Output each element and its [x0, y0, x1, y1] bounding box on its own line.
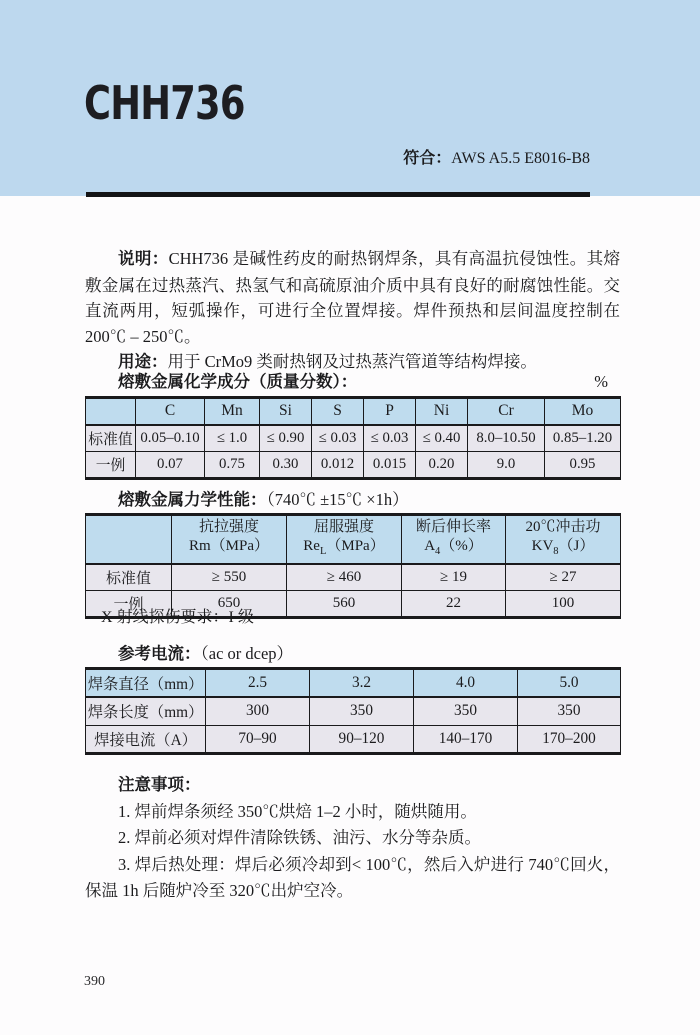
table-cell: 8.0–10.50 [468, 425, 545, 452]
table-cell: 5.0 [518, 669, 621, 698]
current-section-title [85, 644, 620, 664]
table-cell: 0.012 [312, 451, 364, 478]
page-number: 390 [84, 974, 105, 989]
row-label: 焊条直径（mm） [86, 669, 206, 698]
header-divider [86, 192, 590, 197]
column-header: Ni [416, 398, 468, 425]
table-cell: 22 [402, 591, 506, 618]
table-cell: 0.015 [364, 451, 416, 478]
column-header: C [136, 398, 205, 425]
note-item: 2. 焊前必须对焊件清除铁锈、油污、水分等杂质。 [118, 828, 481, 847]
table-cell: ≥ 27 [506, 564, 621, 591]
table-cell: 140–170 [414, 725, 518, 753]
table-cell: 3.2 [310, 669, 414, 698]
table-corner-cell [86, 515, 172, 565]
column-header: Mo [545, 398, 621, 425]
table-cell: ≤ 0.03 [364, 425, 416, 452]
row-label: 标准值 [86, 564, 172, 591]
description-paragraph [85, 246, 620, 349]
page-header-band [0, 0, 700, 196]
current-title-text: 参考电流： [118, 645, 201, 663]
reference-current-table [85, 667, 621, 755]
column-header: P [364, 398, 416, 425]
table-header-row [86, 515, 621, 565]
chemical-unit: % [594, 372, 608, 391]
column-header: Mn [205, 398, 260, 425]
table-cell: 4.0 [414, 669, 518, 698]
row-label: 一例 [86, 591, 172, 618]
column-header: 抗拉强度 Rm（MPa） [172, 515, 287, 565]
table-cell: 350 [518, 697, 621, 725]
mechanical-condition: （740℃ ±15℃ ×1h） [266, 490, 409, 509]
table-cell: ≥ 460 [287, 564, 402, 591]
table-cell: 0.20 [416, 451, 468, 478]
table-cell: 0.75 [205, 451, 260, 478]
chemical-composition-table [85, 396, 621, 480]
row-label: 焊接电流（A） [86, 725, 206, 753]
notes-section [85, 772, 620, 905]
chemical-title-text: 熔敷金属化学成分（质量分数）： [118, 373, 358, 391]
table-cell: 650 [172, 591, 287, 618]
table-cell: ≥ 550 [172, 564, 287, 591]
column-header: S [312, 398, 364, 425]
table-cell: ≥ 19 [402, 564, 506, 591]
table-cell: 170–200 [518, 725, 621, 753]
table-cell: ≤ 0.40 [416, 425, 468, 452]
table-cell: 350 [310, 697, 414, 725]
table-cell: 350 [414, 697, 518, 725]
column-header: 屈服强度 $Re_L(MPa)$ [287, 515, 402, 565]
usage-label: 用途： [118, 353, 168, 371]
column-header: Cr [468, 398, 545, 425]
table-header-row [86, 398, 621, 425]
table-cell: 0.85–1.20 [545, 425, 621, 452]
table-corner-cell [86, 398, 136, 425]
notes-title: 注意事项： [118, 776, 201, 794]
table-cell: 90–120 [310, 725, 414, 753]
table-cell: 2.5 [206, 669, 310, 698]
table-row [86, 451, 621, 478]
table-cell: ≤ 0.90 [260, 425, 312, 452]
table-cell: ≤ 1.0 [205, 425, 260, 452]
usage-text: 用于 CrMo9 类耐热钢及过热蒸汽管道等结构焊接。 [167, 352, 537, 371]
description-text: CHH736 是碱性药皮的耐热钢焊条，具有高温抗侵蚀性。其熔敷金属在过热蒸汽、热氢气和高硫原油介质中具有良好的耐腐蚀性能。交直流两用，短弧操作，可进行全位置焊接。焊件预热和层间温度控制在 200℃ – 250℃。 [85, 249, 621, 346]
row-label: 焊条长度（mm） [86, 697, 206, 725]
table-header-row [86, 669, 621, 698]
row-label: 一例 [86, 451, 136, 478]
column-header: Si [260, 398, 312, 425]
description-label: 说明： [118, 250, 169, 268]
mechanical-title-text: 熔敷金属力学性能： [118, 491, 267, 509]
table-cell: 0.30 [260, 451, 312, 478]
column-header: 20℃冲击功 $KV_8(J)$ [506, 515, 621, 565]
table-cell: 9.0 [468, 451, 545, 478]
table-cell: 0.95 [545, 451, 621, 478]
table-row [86, 564, 621, 591]
column-header: 断后伸长率 $A_4(\%)$ [402, 515, 506, 565]
current-condition: （ac or dcep） [200, 644, 294, 663]
table-row [86, 725, 621, 753]
table-cell: ≤ 0.03 [312, 425, 364, 452]
table-cell: 100 [506, 591, 621, 618]
page-title: CHH736 [84, 76, 245, 130]
compliance-label: 符合： [403, 150, 452, 167]
table-cell: 300 [206, 697, 310, 725]
table-row [86, 425, 621, 452]
compliance-standard [403, 145, 590, 168]
table-cell: 0.05–0.10 [136, 425, 205, 452]
note-item: 1. 焊前焊条须经 350℃烘焙 1–2 小时，随烘随用。 [118, 801, 477, 821]
table-cell: 560 [287, 591, 402, 618]
chemical-section-title [85, 372, 620, 392]
note-item: 3. 焊后热处理：焊后必须冷却到< 100℃，然后入炉进行 740℃回火，保温 1h 后随炉冷至 320℃出炉空冷。 [85, 854, 620, 900]
description-section [85, 246, 620, 376]
compliance-value: AWS A5.5 E8016-B8 [451, 150, 590, 167]
table-row [86, 697, 621, 725]
mechanical-section-title [85, 490, 620, 510]
table-cell: 0.07 [136, 451, 205, 478]
row-label: 标准值 [86, 425, 136, 452]
xray-requirement-note: X 射线探伤要求：I 级 [101, 609, 254, 626]
table-cell: 70–90 [206, 725, 310, 753]
